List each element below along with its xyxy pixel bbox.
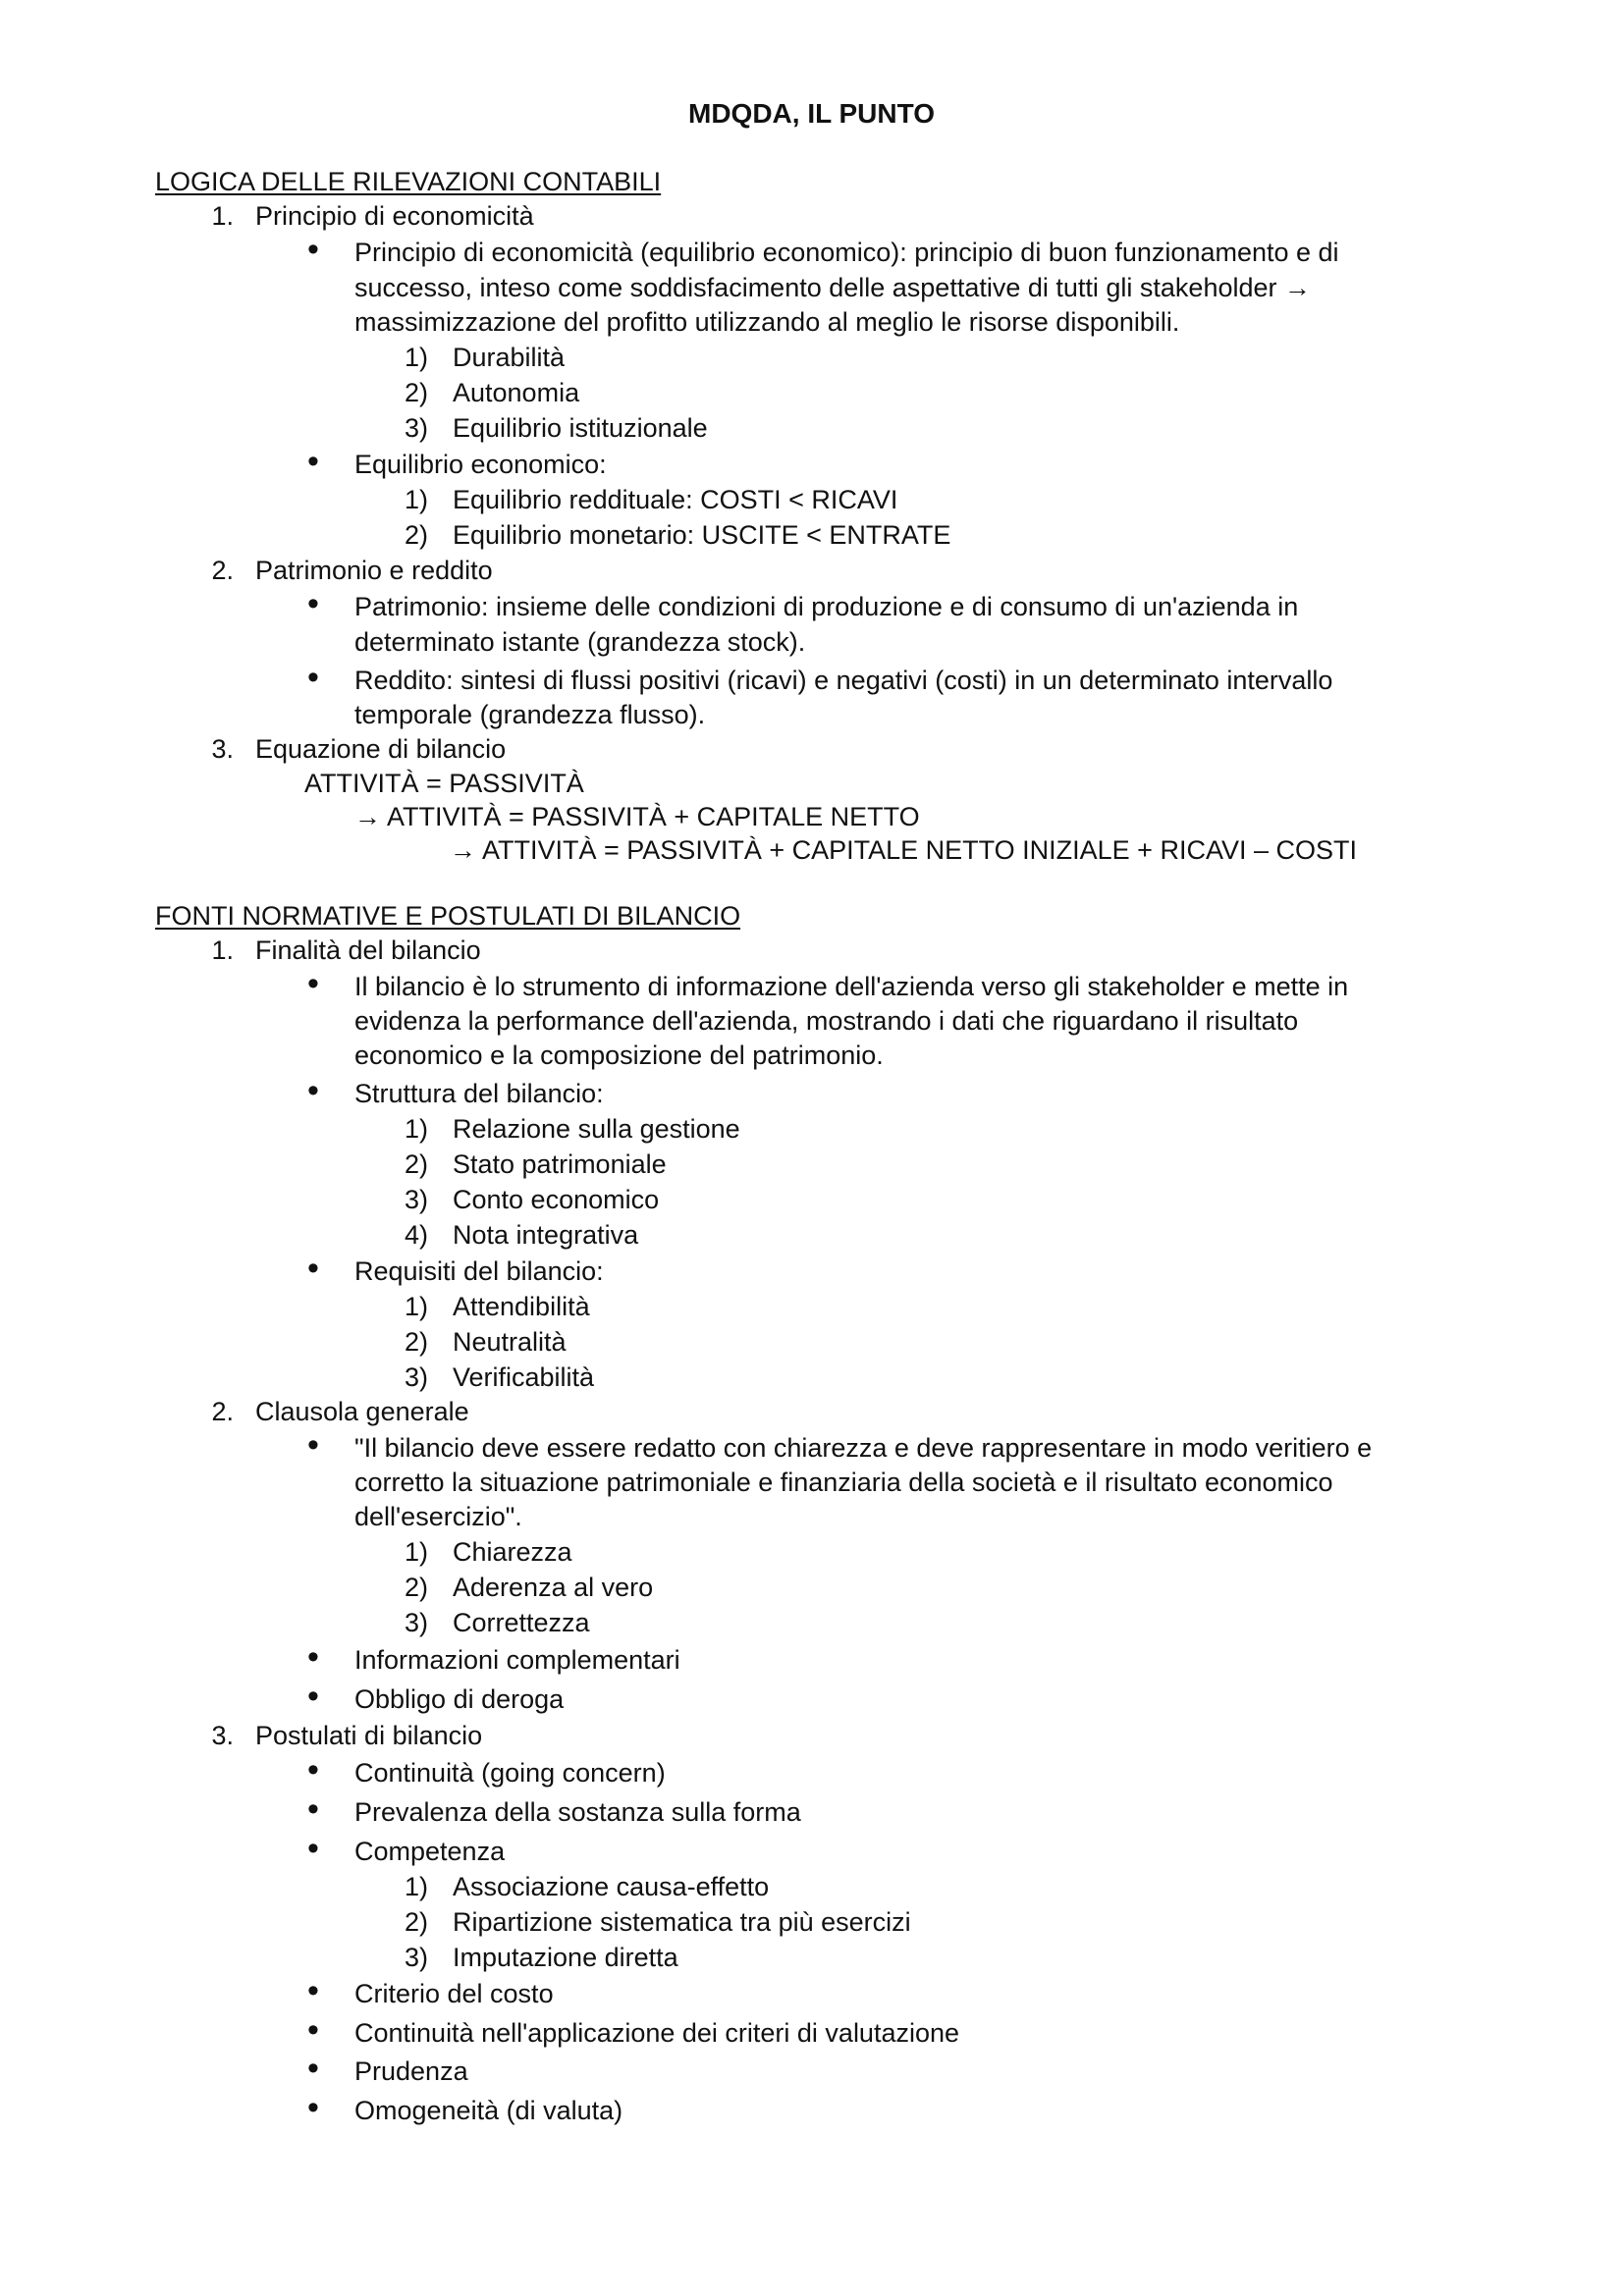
sub-number: 1)	[404, 1292, 428, 1321]
sub-item: Attendibilità	[453, 1292, 590, 1321]
sub-number: 2)	[404, 1907, 428, 1937]
item-label: Patrimonio e reddito	[255, 556, 493, 585]
item-label: Principio di economicità	[255, 201, 534, 231]
sub-number: 2)	[404, 378, 428, 407]
bullet-text: "Il bilancio deve essere redatto con chiarezza e deve rappresentare in modo veritiero e	[354, 1433, 1373, 1463]
bullet-text: Continuità (going concern)	[354, 1758, 666, 1788]
bullet-text: Continuità nell'applicazione dei criteri di valutazione	[354, 2018, 960, 2048]
bullet-text: economico e la composizione del patrimonio.	[354, 1041, 884, 1070]
bullet-text: Principio di economicità (equilibrio economico): principio di buon funzionamento e di	[354, 238, 1339, 267]
bullet-icon: •	[307, 1751, 319, 1789]
bullet-icon: •	[307, 1250, 319, 1287]
sub-number: 2)	[404, 1149, 428, 1179]
sub-item: Durabilità	[453, 343, 566, 372]
bullet-icon: •	[307, 443, 319, 480]
bullet-text: Obbligo di deroga	[354, 1684, 565, 1714]
bullet-icon: •	[307, 1972, 319, 2009]
bullet-text: dell'esercizio".	[354, 1502, 522, 1531]
bullet-text: massimizzazione del profitto utilizzando al meglio le risorse disponibili.	[354, 307, 1180, 337]
item-label: Clausola generale	[255, 1397, 469, 1426]
bullet-text: Criterio del costo	[354, 1979, 554, 2008]
bullet-icon: •	[307, 1638, 319, 1676]
sub-number: 3)	[404, 1608, 428, 1637]
bullet-icon: •	[307, 1678, 319, 1715]
bullet-text: Requisiti del bilancio:	[354, 1256, 604, 1286]
item-number: 2.	[211, 556, 234, 585]
sub-item: Equilibrio istituzionale	[453, 413, 708, 443]
sub-item: Autonomia	[453, 378, 580, 407]
bullet-text: Prevalenza della sostanza sulla forma	[354, 1797, 801, 1827]
sub-number: 3)	[404, 413, 428, 443]
sub-item: Nota integrativa	[453, 1220, 639, 1250]
sub-number: 3)	[404, 1943, 428, 1972]
bullet-icon: •	[307, 1072, 319, 1109]
bullet-icon: •	[307, 659, 319, 696]
equation-line: ATTIVITÀ = PASSIVITÀ	[304, 769, 584, 798]
bullet-icon: •	[307, 2050, 319, 2087]
bullet-text: Reddito: sintesi di flussi positivi (ricavi) e negativi (costi) in un determinato intervallo	[354, 666, 1333, 695]
page-title: MDQDA, IL PUNTO	[688, 98, 935, 129]
bullet-icon: •	[307, 1426, 319, 1464]
bullet-icon: •	[307, 585, 319, 622]
item-number: 2.	[211, 1397, 234, 1426]
sub-item: Conto economico	[453, 1185, 660, 1214]
equation-line: → ATTIVITÀ = PASSIVITÀ + CAPITALE NETTO INIZIALE + RICAVI – COSTI	[450, 835, 1357, 865]
sub-number: 2)	[404, 1327, 428, 1357]
bullet-icon: •	[307, 2011, 319, 2049]
bullet-text: Struttura del bilancio:	[354, 1079, 604, 1108]
sub-number: 1)	[404, 1114, 428, 1144]
bullet-text: Patrimonio: insieme delle condizioni di produzione e di consumo di un'azienda in	[354, 592, 1299, 621]
section-heading: FONTI NORMATIVE E POSTULATI DI BILANCIO	[155, 901, 741, 931]
bullet-icon: •	[307, 231, 319, 268]
item-label: Finalità del bilancio	[255, 935, 481, 965]
sub-number: 2)	[404, 1573, 428, 1602]
item-number: 1.	[211, 201, 234, 231]
item-number: 3.	[211, 734, 234, 764]
sub-item: Stato patrimoniale	[453, 1149, 667, 1179]
bullet-text: evidenza la performance dell'azienda, mostrando i dati che riguardano il risultato	[354, 1006, 1299, 1036]
item-number: 1.	[211, 935, 234, 965]
sub-item: Equilibrio monetario: USCITE < ENTRATE	[453, 520, 951, 550]
sub-item: Imputazione diretta	[453, 1943, 678, 1972]
bullet-text: temporale (grandezza flusso).	[354, 700, 706, 729]
sub-item: Relazione sulla gestione	[453, 1114, 740, 1144]
sub-item: Correttezza	[453, 1608, 590, 1637]
bullet-text: Il bilancio è lo strumento di informazione dell'azienda verso gli stakeholder e mette in	[354, 972, 1349, 1001]
bullet-text: corretto la situazione patrimoniale e finanziaria della società e il risultato economico	[354, 1468, 1333, 1497]
sub-number: 2)	[404, 520, 428, 550]
bullet-text: Competenza	[354, 1837, 506, 1866]
item-number: 3.	[211, 1721, 234, 1750]
bullet-icon: •	[307, 2089, 319, 2126]
bullet-text: determinato istante (grandezza stock).	[354, 627, 806, 657]
sub-item: Neutralità	[453, 1327, 567, 1357]
sub-number: 1)	[404, 1872, 428, 1901]
item-label: Postulati di bilancio	[255, 1721, 483, 1750]
bullet-icon: •	[307, 1830, 319, 1867]
bullet-icon: •	[307, 965, 319, 1002]
sub-number: 4)	[404, 1220, 428, 1250]
sub-item: Chiarezza	[453, 1537, 572, 1567]
sub-number: 1)	[404, 485, 428, 514]
bullet-icon: •	[307, 1790, 319, 1828]
sub-item: Verificabilità	[453, 1362, 595, 1392]
item-label: Equazione di bilancio	[255, 734, 507, 764]
sub-number: 1)	[404, 343, 428, 372]
sub-item: Ripartizione sistematica tra più esercizi	[453, 1907, 911, 1937]
sub-item: Equilibrio reddituale: COSTI < RICAVI	[453, 485, 898, 514]
bullet-text: successo, inteso come soddisfacimento delle aspettative di tutti gli stakeholder →	[354, 273, 1312, 302]
sub-number: 3)	[404, 1362, 428, 1392]
sub-item: Aderenza al vero	[453, 1573, 654, 1602]
bullet-text: Informazioni complementari	[354, 1645, 680, 1675]
sub-item: Associazione causa-effetto	[453, 1872, 770, 1901]
bullet-text: Omogeneità (di valuta)	[354, 2096, 623, 2125]
bullet-text: Equilibrio economico:	[354, 450, 607, 479]
equation-line: → ATTIVITÀ = PASSIVITÀ + CAPITALE NETTO	[354, 802, 920, 831]
bullet-text: Prudenza	[354, 2056, 468, 2086]
sub-number: 1)	[404, 1537, 428, 1567]
section-heading: LOGICA DELLE RILEVAZIONI CONTABILI	[155, 167, 662, 196]
sub-number: 3)	[404, 1185, 428, 1214]
